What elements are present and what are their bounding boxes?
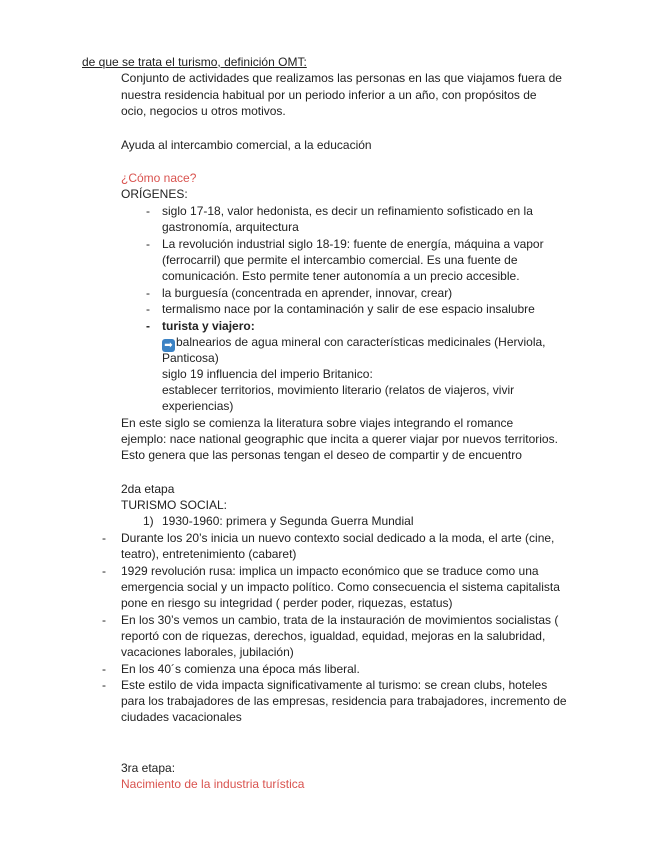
- turismo-social-heading: TURISMO SOCIAL:: [121, 498, 228, 512]
- bullet-dash: -: [146, 302, 150, 316]
- social-line: ciudades vacacionales: [121, 710, 242, 724]
- bullet-dash: -: [102, 531, 106, 545]
- social-line: En los 30’s vemos un cambio, trata de la instauración de movimientos socialistas (: [121, 613, 559, 627]
- social-line: Durante los 20’s inicia un nuevo contexto social dedicado a la moda, el arte (cine,: [121, 531, 555, 545]
- definition-line: nuestra residencia habitual por un periodo inferior a un año, con propósitos de: [121, 88, 537, 102]
- traveler-line: siglo 19 influencia del imperio Britanico:: [162, 367, 373, 381]
- definition-line: Conjunto de actividades que realizamos las personas en las que viajamos fuera de: [121, 71, 562, 85]
- bullet-dash: -: [102, 613, 106, 627]
- como-nace-heading: ¿Cómo nace?: [121, 171, 197, 185]
- stage2-heading: 2da etapa: [121, 482, 175, 496]
- origenes-heading: ORÍGENES:: [121, 187, 188, 201]
- ayuda-line: Ayuda al intercambio comercial, a la educación: [121, 138, 372, 152]
- social-line: Este estilo de vida impacta significativamente al turismo: se crean clubs, hoteles: [121, 678, 548, 692]
- numbered-item: 1930-1960: primera y Segunda Guerra Mundial: [162, 514, 414, 528]
- origin-line-bold: turista y viajero:: [162, 319, 255, 333]
- bullet-dash: -: [146, 237, 150, 251]
- arrow-right-icon: ➡: [162, 339, 175, 352]
- traveler-text: balnearios de agua mineral con características medicinales (Herviola,: [176, 335, 546, 349]
- bullet-dash: -: [146, 319, 150, 333]
- social-line: vacaciones laborales, jubilación): [121, 645, 294, 659]
- century-line: Esto genera que las personas tengan el deseo de compartir y de encuentro: [121, 448, 522, 462]
- origin-line: termalismo nace por la contaminación y salir de ese espacio insalubre: [162, 302, 535, 316]
- origin-line: (ferrocarril) que permite el intercambio comercial. Es una fuente de: [162, 253, 518, 267]
- numbered-marker: 1): [143, 514, 154, 528]
- bullet-dash: -: [102, 678, 106, 692]
- nacimiento-heading: Nacimiento de la industria turística: [121, 777, 305, 791]
- century-line: ejemplo: nace national geographic que incita a querer viajar por nuevos territorios.: [121, 432, 558, 446]
- origin-line: comunicación. Esto permite tener autonomía a un precio accesible.: [162, 269, 520, 283]
- bullet-dash: -: [102, 564, 106, 578]
- bullet-dash: -: [146, 204, 150, 218]
- bullet-dash: -: [146, 286, 150, 300]
- social-line: En los 40´s comienza una época más liberal.: [121, 662, 360, 676]
- origin-line: la burguesía (concentrada en aprender, innovar, crear): [162, 286, 453, 300]
- social-line: pone en riesgo su integridad ( perder poder, riquezas, estatus): [121, 596, 453, 610]
- social-line: 1929 revolución rusa: implica un impacto económico que se traduce como una: [121, 564, 539, 578]
- social-line: teatro), entretenimiento (cabaret): [121, 547, 297, 561]
- bullet-dash: -: [102, 662, 106, 676]
- traveler-line: [162, 334, 546, 352]
- origin-line: siglo 17-18, valor hedonista, es decir un refinamiento sofisticado en la: [162, 204, 533, 218]
- social-line: para los trabajadores de las empresas, residencia para trabajadores, incremento de: [121, 694, 567, 708]
- traveler-line: Panticosa): [162, 351, 219, 365]
- century-line: En este siglo se comienza la literatura sobre viajes integrando el romance: [121, 416, 514, 430]
- traveler-line: establecer territorios, movimiento literario (relatos de viajeros, vivir: [162, 383, 515, 397]
- traveler-line: experiencias): [162, 399, 234, 413]
- definition-line: ocio, negocios u otros motivos.: [121, 104, 286, 118]
- heading: de que se trata el turismo, definición OMT:: [82, 55, 307, 69]
- origin-line: gastronomía, arquitectura: [162, 220, 299, 234]
- origin-line: La revolución industrial siglo 18-19: fuente de energía, máquina a vapor: [162, 237, 544, 251]
- social-line: emergencia social y un impacto político. Como consecuencia el sistema capitalista: [121, 580, 560, 594]
- social-line: reportó con de riquezas, derechos, igualdad, equidad, mejoras en la salubridad,: [121, 629, 546, 643]
- stage3-heading: 3ra etapa:: [121, 761, 176, 775]
